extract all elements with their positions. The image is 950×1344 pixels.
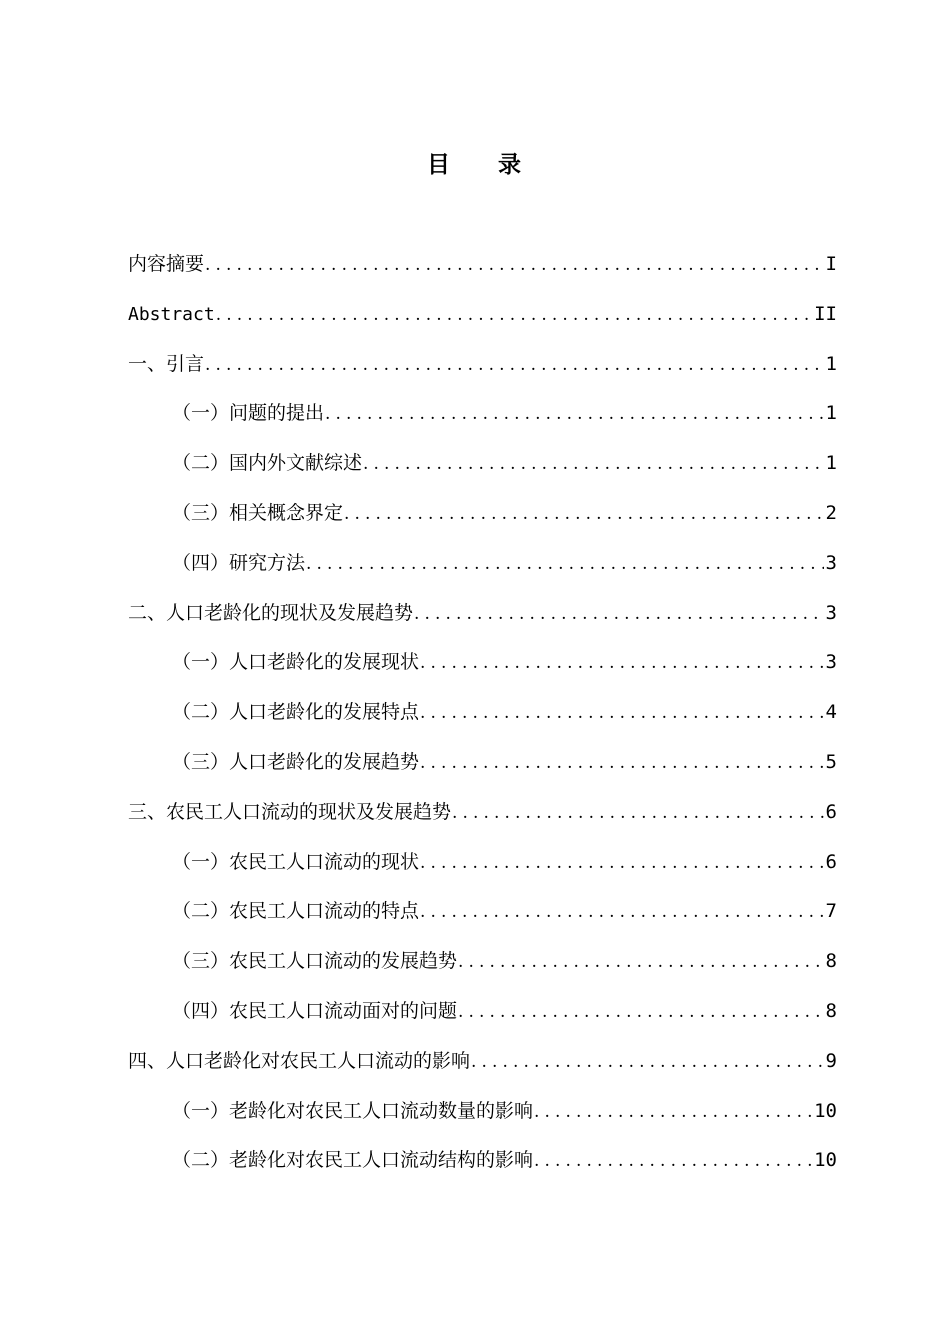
toc-entry[interactable] <box>128 1136 837 1186</box>
toc-entry[interactable] <box>128 738 837 788</box>
toc-entry[interactable] <box>128 688 837 738</box>
toc-dot-leader <box>215 291 812 340</box>
toc-entry-label: （一）问题的提出 <box>172 402 325 425</box>
toc-entry[interactable] <box>128 340 837 390</box>
toc-entry[interactable] <box>128 240 837 290</box>
toc-entry-page-number: 6 <box>825 850 837 873</box>
toc-dot-leader <box>533 1137 812 1186</box>
toc-entry-page-number: 3 <box>825 651 837 674</box>
toc-dot-leader <box>419 888 824 937</box>
toc-dot-leader <box>457 938 824 987</box>
toc-entry-page-number: 7 <box>825 900 837 923</box>
toc-dot-leader <box>204 341 824 390</box>
toc-dot-leader <box>204 241 824 290</box>
toc-entry-label: （二）老龄化对农民工人口流动结构的影响 <box>172 1149 534 1172</box>
toc-entry[interactable] <box>128 489 837 539</box>
toc-entry[interactable] <box>128 838 837 888</box>
toc-entry-label: 四、人口老龄化对农民工人口流动的影响 <box>128 1049 471 1072</box>
toc-dot-leader <box>305 540 824 589</box>
toc-dot-leader <box>419 689 824 738</box>
toc-entry-page-number: 1 <box>825 352 837 375</box>
title-char-2: 录 <box>498 152 523 178</box>
toc-entry-page-number: 1 <box>825 452 837 475</box>
toc-entry[interactable] <box>128 788 837 838</box>
toc-entry-label: （二）人口老龄化的发展特点 <box>172 701 420 724</box>
page-title <box>0 146 950 179</box>
toc-entry-page-number: II <box>814 302 837 325</box>
toc-entry-label: （三）人口老龄化的发展趋势 <box>172 750 420 773</box>
toc-entry[interactable] <box>128 638 837 688</box>
toc-dot-leader <box>470 1038 824 1087</box>
toc-entry-page-number: 8 <box>825 999 837 1022</box>
toc-entry-label: Abstract <box>128 303 215 325</box>
toc-entry[interactable] <box>128 937 837 987</box>
toc-entry-label: （二）国内外文献综述 <box>172 452 363 475</box>
toc-entry-page-number: 10 <box>814 1099 837 1122</box>
toc-dot-leader <box>343 490 824 539</box>
toc-entry-label: （四）农民工人口流动面对的问题 <box>172 999 458 1022</box>
toc-entry-page-number: 3 <box>825 601 837 624</box>
toc-entry-page-number: I <box>825 253 837 275</box>
toc-entry-page-number: 8 <box>825 950 837 973</box>
toc-entry[interactable] <box>128 1037 837 1087</box>
toc-entry-page-number: 3 <box>825 551 837 574</box>
toc-entry[interactable] <box>128 389 837 439</box>
toc-entry-page-number: 10 <box>814 1149 837 1172</box>
toc-dot-leader <box>419 739 824 788</box>
toc-entry[interactable] <box>128 887 837 937</box>
toc-entry-page-number: 4 <box>825 701 837 724</box>
toc-dot-leader <box>451 789 824 838</box>
toc-dot-leader <box>324 390 824 439</box>
toc-entry-label: 内容摘要 <box>128 253 205 275</box>
toc-dot-leader <box>533 1088 812 1137</box>
toc-dot-leader <box>362 440 824 489</box>
toc-entry-label: （一）农民工人口流动的现状 <box>172 850 420 873</box>
toc-entry[interactable] <box>128 439 837 489</box>
table-of-contents <box>128 240 837 1186</box>
toc-entry[interactable] <box>128 290 837 340</box>
toc-entry-label: （三）相关概念界定 <box>172 501 344 524</box>
toc-entry-page-number: 2 <box>825 501 837 524</box>
toc-entry[interactable] <box>128 1087 837 1137</box>
toc-entry-label: （四）研究方法 <box>172 551 306 574</box>
toc-dot-leader <box>419 839 824 888</box>
toc-entry-page-number: 5 <box>825 750 837 773</box>
toc-entry[interactable] <box>128 539 837 589</box>
toc-entry-page-number: 9 <box>825 1049 837 1072</box>
toc-entry-label: （一）老龄化对农民工人口流动数量的影响 <box>172 1099 534 1122</box>
toc-entry-page-number: 1 <box>825 402 837 425</box>
toc-dot-leader <box>457 988 824 1037</box>
toc-entry-label: 二、人口老龄化的现状及发展趋势 <box>128 601 414 624</box>
toc-entry[interactable] <box>128 987 837 1037</box>
title-char-1: 目 <box>427 152 452 178</box>
toc-dot-leader <box>419 639 824 688</box>
toc-entry-label: 一、引言 <box>128 352 205 375</box>
toc-entry-label: （三）农民工人口流动的发展趋势 <box>172 950 458 973</box>
toc-entry-label: （一）人口老龄化的发展现状 <box>172 651 420 674</box>
toc-entry-page-number: 6 <box>825 800 837 823</box>
toc-dot-leader <box>413 590 824 639</box>
toc-entry[interactable] <box>128 589 837 639</box>
toc-entry-label: （二）农民工人口流动的特点 <box>172 900 420 923</box>
toc-entry-label: 三、农民工人口流动的现状及发展趋势 <box>128 800 452 823</box>
